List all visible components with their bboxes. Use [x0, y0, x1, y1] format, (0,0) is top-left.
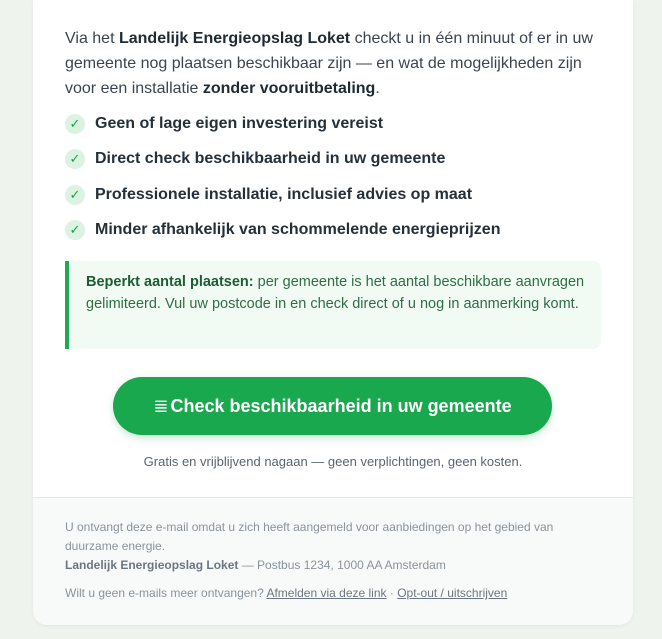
footer-notice: U ontvangt deze e-mail omdat u zich heeft aangemeld voor aanbiedingen op het gebied van duurzame energie. [65, 520, 554, 553]
footer-unsubscribe [65, 584, 605, 603]
intro-text-mid: checkt u in één minuut of er in uw gemeente nog plaatsen beschikbaar zijn — en wat de mogelijkheden zijn voor een installatie [65, 30, 593, 97]
benefits-list [65, 106, 605, 248]
footer-address [65, 556, 605, 575]
benefit-item [65, 142, 605, 178]
benefit-text: Geen of lage eigen investering vereist [95, 114, 384, 132]
checkmark-icon: ✓ [65, 220, 85, 240]
benefit-item [65, 177, 605, 213]
notice-title: Beperkt aantal plaatsen: [86, 274, 254, 290]
check-availability-button[interactable] [113, 377, 552, 435]
email-card [33, 0, 633, 625]
footer-org-address: — Postbus 1234, 1000 AA Amsterdam [238, 558, 446, 572]
limited-places-notice [65, 261, 601, 349]
checkmark-icon: ✓ [65, 114, 85, 134]
footer-org-name: Landelijk Energieopslag Loket [65, 558, 239, 572]
intro-brand: Landelijk Energieopslag Loket [118, 30, 351, 47]
checkmark-icon: ✓ [65, 185, 85, 205]
benefit-text: Minder afhankelijk van schommelende energieprijzen [95, 221, 501, 239]
intro-text: Via het [65, 30, 119, 47]
intro-paragraph [65, 26, 595, 101]
email-footer [33, 497, 633, 625]
notice-body: per gemeente is het aantal beschikbare aanvragen gelimiteerd. Vul uw postcode in en check direct of u nog in aanmerking komt. [86, 274, 585, 312]
checkmark-icon: ✓ [65, 149, 85, 169]
unsubscribe-link[interactable]: Afmelden via deze link [266, 586, 387, 600]
cta-subtext: Gratis en vrijblijvend nagaan — geen verplichtingen, geen kosten. [143, 454, 523, 469]
list-icon: ≣ [153, 395, 169, 416]
benefit-item [65, 106, 605, 142]
optout-link[interactable]: Opt-out / uitschrijven [397, 586, 508, 600]
benefit-text: Professionele installatie, inclusief advies op maat [95, 185, 473, 203]
benefit-text: Direct check beschikbaarheid in uw gemeente [95, 150, 446, 168]
intro-emphasis: zonder vooruitbetaling [202, 80, 376, 97]
benefit-item [65, 213, 605, 249]
unsubscribe-question: Wilt u geen e-mails meer ontvangen? [65, 586, 267, 600]
intro-text-end: . [375, 80, 380, 97]
footer-separator: · [386, 586, 398, 600]
cta-label: Check beschikbaarheid in uw gemeente [170, 395, 512, 416]
